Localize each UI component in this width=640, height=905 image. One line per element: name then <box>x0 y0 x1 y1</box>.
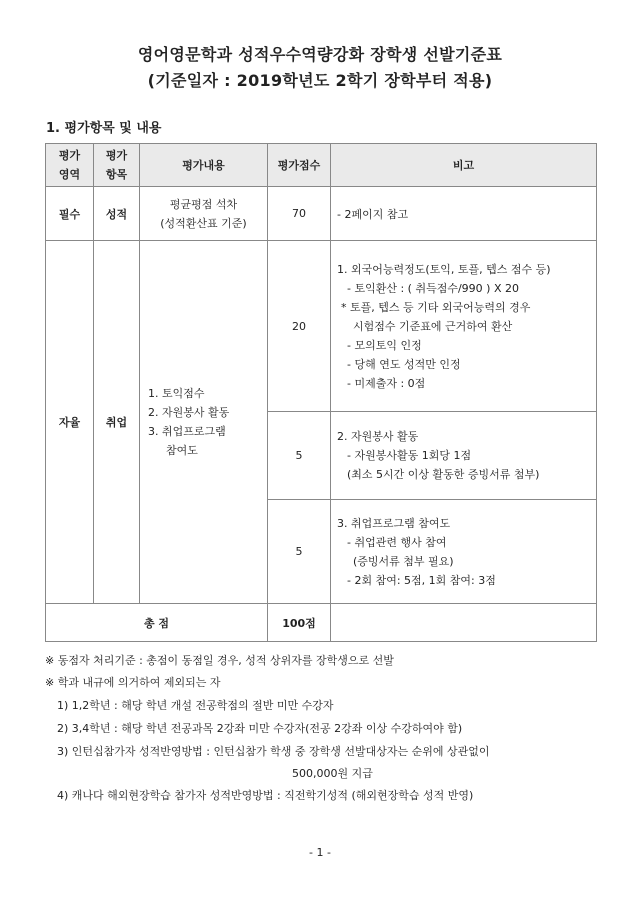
remark-line: - 자원봉사활동 1회당 1점 <box>347 449 472 462</box>
note-item: 1) 1,2학년 : 해당 학년 개설 전공학점의 절반 미만 수강자 <box>57 699 334 712</box>
row2-content <box>140 241 268 604</box>
row2-content-line: 1. 토익점수 <box>148 387 205 400</box>
page-number: - 1 - <box>309 846 331 859</box>
total-label: 총 점 <box>46 604 268 642</box>
row2-sub1-remark <box>331 241 597 412</box>
header-area-line1: 평가 <box>58 149 81 162</box>
table-row <box>46 187 597 241</box>
row2-sub3-remark <box>331 500 597 604</box>
remark-line: * 토플, 텝스 등 기타 외국어능력의 경우 <box>341 300 531 314</box>
row2-sub1-score: 20 <box>268 241 331 412</box>
header-area <box>46 144 94 187</box>
row2-content-line: 참여도 <box>166 444 198 457</box>
row1-score: 70 <box>268 187 331 241</box>
remark-line: 3. 취업프로그램 참여도 <box>337 516 451 530</box>
document-subtitle: (기준일자 : 2019학년도 2학기 장학부터 적용) <box>147 71 493 90</box>
remark-line: - 미제출자 : 0점 <box>347 376 426 390</box>
remark-line: 2. 자원봉사 활동 <box>337 430 419 443</box>
note-item: 3) 인턴십참가자 성적반영방법 : 인턴십참가 학생 중 장학생 선발대상자는 순위에 상관없이 <box>57 745 490 758</box>
row2-sub3-score: 5 <box>268 500 331 604</box>
row2-sub2-score: 5 <box>268 412 331 500</box>
remark-line: (증빙서류 첨부 필요) <box>353 554 454 568</box>
remark-line: (최소 5시간 이상 활동한 증빙서류 첨부) <box>347 468 540 481</box>
row2-area: 자율 <box>46 241 94 604</box>
remark-line: - 2회 참여: 5점, 1회 참여: 3점 <box>347 573 496 587</box>
remark-line: - 토익환산 : ( 취득점수/990 ) X 20 <box>347 281 519 295</box>
header-area-line2: 영역 <box>58 168 81 181</box>
header-item-line2: 항목 <box>105 168 128 181</box>
total-remark <box>331 604 597 642</box>
remark-line: - 당해 연도 성적만 인정 <box>347 357 461 371</box>
row1-content <box>140 187 268 241</box>
row1-remark: - 2페이지 참고 <box>331 187 597 241</box>
row1-area: 필수 <box>46 187 94 241</box>
header-item-line1: 평가 <box>105 149 128 162</box>
table-header-row <box>46 144 597 187</box>
total-score: 100점 <box>268 604 331 642</box>
total-row <box>46 604 597 642</box>
remark-line: - 모의토익 인정 <box>347 338 422 352</box>
note-item: 2) 3,4학년 : 해당 학년 전공과목 2강좌 미만 수강자(전공 2강좌 이상 수강하여야 함) <box>57 722 463 735</box>
document-title: 영어영문학과 성적우수역량강화 장학생 선발기준표 <box>137 45 503 64</box>
table-row <box>46 241 597 412</box>
remark-line: - 취업관련 행사 참여 <box>347 535 447 549</box>
note-exclusion: ※ 학과 내규에 의거하여 제외되는 자 <box>45 676 221 689</box>
header-score: 평가점수 <box>268 144 331 187</box>
row1-content-line1: 평균평점 석차 <box>169 197 238 211</box>
note-item: 4) 캐나다 해외현장학습 참가자 성적반영방법 : 직전학기성적 (해외현장학습 성적 반영) <box>57 789 474 802</box>
section-heading: 1. 평가항목 및 내용 <box>46 121 162 136</box>
note-item-continuation: 500,000원 지급 <box>292 767 373 780</box>
remark-line: 1. 외국어능력정도(토익, 토플, 텝스 점수 등) <box>337 262 551 276</box>
evaluation-table <box>45 143 597 642</box>
row2-sub2-remark <box>331 412 597 500</box>
note-tiebreak: ※ 동점자 처리기준 : 총점이 동점일 경우, 성적 상위자를 장학생으로 선발 <box>45 654 394 667</box>
row2-content-line: 2. 자원봉사 활동 <box>148 406 230 419</box>
row1-content-line2: (성적환산표 기준) <box>160 216 247 230</box>
row2-content-line: 3. 취업프로그램 <box>148 425 226 438</box>
row2-item: 취업 <box>94 241 140 604</box>
header-content: 평가내용 <box>140 144 268 187</box>
header-remark: 비고 <box>331 144 597 187</box>
remark-line: 시험점수 기준표에 근거하여 환산 <box>353 319 513 333</box>
header-item <box>94 144 140 187</box>
row1-item: 성적 <box>94 187 140 241</box>
